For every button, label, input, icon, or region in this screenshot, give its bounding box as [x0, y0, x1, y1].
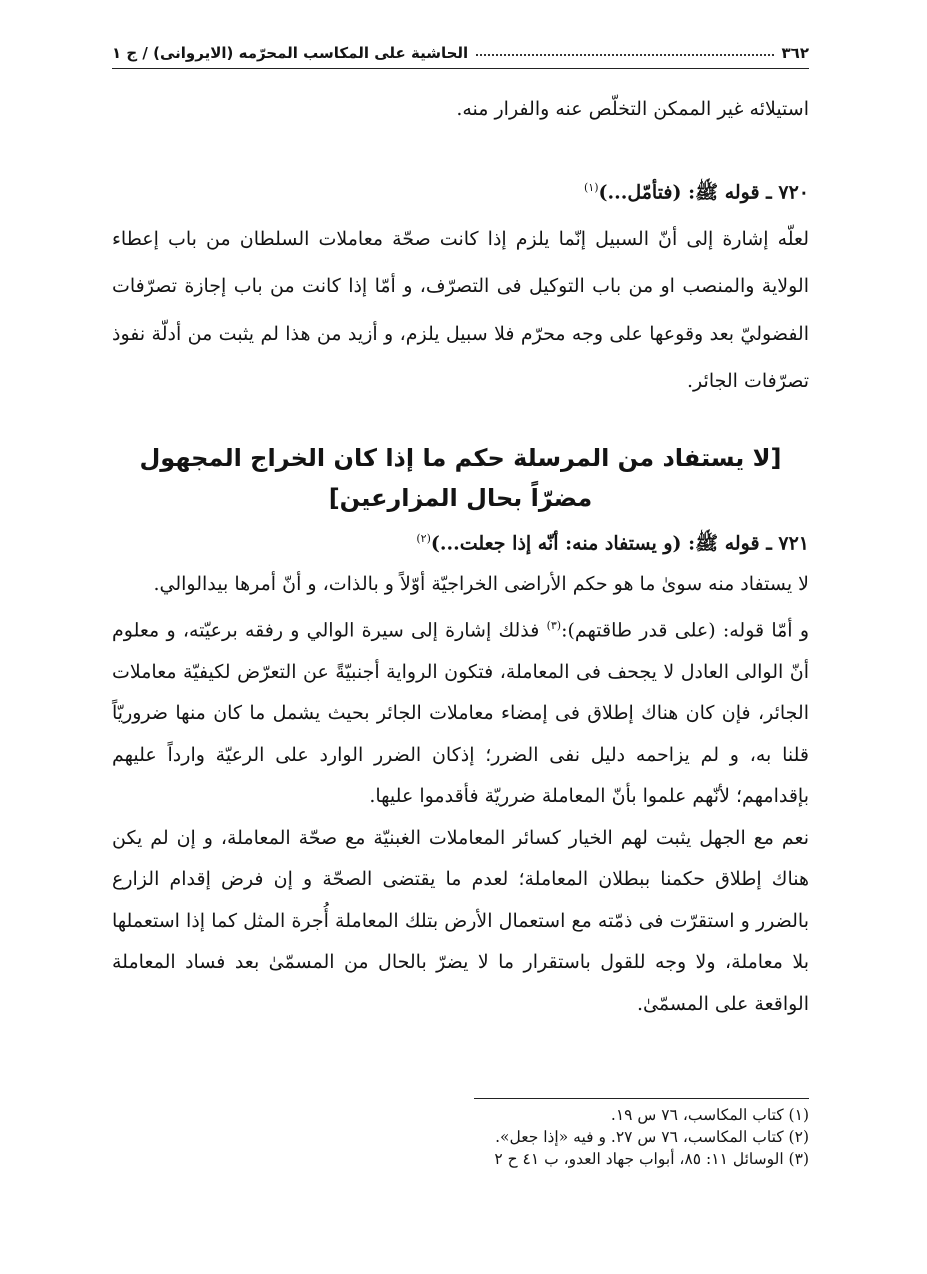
- entry-heading-720: ٧٢٠ ـ قوله ﷺ: (فتأمّل...)$^{(١)}$: [583, 180, 809, 203]
- footnote-mark: (٣): [546, 619, 562, 633]
- footnote-mark: (٢): [416, 531, 431, 545]
- main-text: [112, 86, 809, 1025]
- running-title: الحاشية على المكاسب المحرّمه (الايروانى) / ج ١: [112, 44, 469, 62]
- paragraph: نعم مع الجهل يثبت لهم الخيار كسائر المعاملات الغبنيّة مع صحّة المعاملة، و إن لم يكن هناك إطلاق حكمنا ببطلان المعاملة؛ لعدم ما يقتضى الصحّة و إن فرض إقدام الزارع بالضرر و استقرّت فى ذمّته مع استعمال الأرض بتلك المعاملة أُجرة المثل كما إذا استعملها بلا معاملة، ولا وجه للقول باستقرار ما لا يضرّ بالحال من المسمّىٰ بعد فساد المعاملة الواقعة على المسمّىٰ.: [112, 826, 809, 1015]
- footnote: (٢) كتاب المكاسب، ٧٦ س ٢٧. و فيه «إذا جعل».: [495, 1128, 809, 1146]
- footnote-rule: [474, 1098, 809, 1099]
- paragraph: لا يستفاد منه سوىٰ ما هو حكم الأراضى الخراجيّة أوّلاً و بالذات، و أنّ أمرها بيدالوالي.: [153, 573, 809, 596]
- paragraph: و أمّا قوله: (على قدر طاقتهم):$^{(٣)}$ فذلك إشارة إلى سيرة الوالي و رفقه برعيّته، و معلوم أنّ الوالى العادل لا يجحف فى المعاملة، فتكون الرواية أجنبيّةً عن التعرّض لكيفيّة معاملات الجائر، فإن كان هناك إطلاق فى إمضاء معاملات الجائر بحيث يشمل ما كان منها ضروريّاً قلنا به، و لم يزاحمه دليل نفى الضرر؛ إذكان الضرر الوارد على الرعيّة وارداً عليهم بإقدامهم؛ لأنّهم علموا بأنّ المعاملة ضرريّة فأقدموا عليها.: [112, 619, 809, 808]
- footnotes: [112, 1104, 809, 1170]
- footnote-mark: (١): [583, 180, 599, 194]
- footnote: (٣) الوسائل ١١: ٨٥، أبواب جهاد العدو، ب ٤١ ح ٢: [494, 1150, 809, 1168]
- paragraph: لعلّه إشارة إلى أنّ السبيل إنّما يلزم إذا كانت صحّة معاملات السلطان من باب إعطاء الولاية والمنصب او من باب التوكيل فى التصرّف، و أمّا إذا كانت من باب إجازة تصرّفات الفضوليّ بعد وقوعها على وجه محرّم فلا سبيل يلزم، و أزيد من هذا لم يثبت من أدلّة نفوذ تصرّفات الجائر.: [112, 227, 809, 393]
- running-head: [112, 38, 809, 69]
- entry-heading-721: ٧٢١ ـ قوله ﷺ: (و يستفاد منه: أنّه إذا جعلت...)$^{(٢)}$: [416, 531, 809, 555]
- page-number: ٣٦٢: [781, 44, 809, 62]
- paragraph: استيلائه غير الممكن التخلّص عنه والفرار منه.: [456, 98, 809, 120]
- section-title-line: [لا يستفاد من المرسلة حكم ما إذا كان الخراج المجهول: [139, 443, 782, 472]
- footnote: (١) كتاب المكاسب، ٧٦ س ١٩.: [610, 1106, 809, 1124]
- section-title: [112, 406, 809, 518]
- leader-dots: [476, 54, 773, 56]
- section-title-line: مضرّاً بحال المزارعين]: [328, 483, 593, 512]
